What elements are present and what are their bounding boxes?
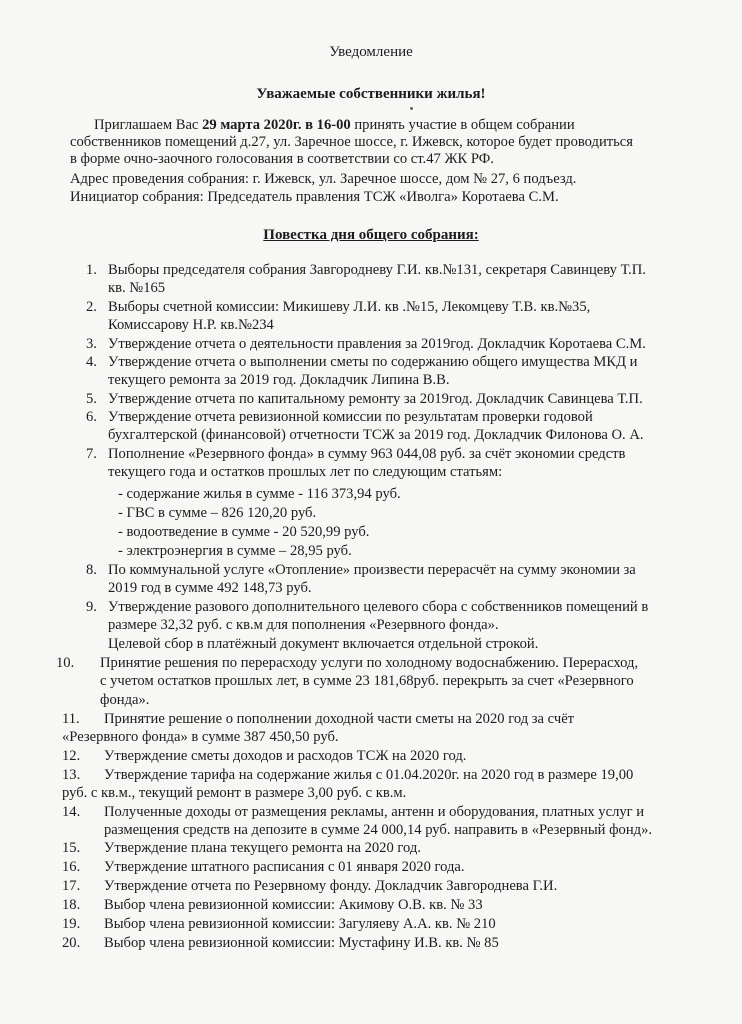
agenda-subitem: - ГВС в сумме – 826 120,20 руб. <box>118 505 317 521</box>
agenda-item-text: По коммунальной услуге «Отопление» произвести перерасчёт на сумму экономии за <box>108 562 636 578</box>
agenda-item-number: 10. <box>56 655 75 671</box>
invite-date: 29 марта 2020г. в 16-00 <box>202 117 351 133</box>
agenda-item-number: 20. <box>62 935 81 951</box>
agenda-item-text: Утверждение сметы доходов и расходов ТСЖ на 2020 год. <box>104 748 467 764</box>
agenda-item-number: 8. <box>86 562 97 578</box>
agenda-item-number: 13. <box>62 767 81 783</box>
agenda-item-text: Утверждение отчета по капитальному ремонту за 2019год. Докладчик Савинцева Т.П. <box>108 391 643 407</box>
agenda-item-text: руб. с кв.м., текущий ремонт в размере 3,00 руб. с кв.м. <box>62 785 407 801</box>
agenda-item-text: кв. №165 <box>108 280 166 296</box>
agenda-item-text: Утверждение отчета о деятельности правления за 2019год. Докладчик Коротаева С.М. <box>108 336 646 352</box>
agenda-item-text: Принятие решение о пополнении доходной части сметы на 2020 год за счёт <box>104 711 575 727</box>
greeting: Уважаемые собственники жилья! <box>256 86 486 102</box>
agenda-item-text: текущего года и остатков прошлых лет по следующим статьям: <box>108 464 503 480</box>
agenda-item-text: Утверждение отчета по Резервному фонду. Докладчик Завгороднева Г.И. <box>104 878 558 894</box>
agenda-item-text: Полученные доходы от размещения рекламы, антенн и оборудования, платных услуг и <box>104 804 645 820</box>
agenda-item-text: Выбор члена ревизионной комиссии: Акимову О.В. кв. № 33 <box>104 897 483 913</box>
meeting-address: Адрес проведения собрания: г. Ижевск, ул. Заречное шоссе, дом № 27, 6 подъезд. <box>70 171 577 187</box>
agenda-item-number: 5. <box>86 391 97 407</box>
agenda-item-text: размере 32,32 руб. с кв.м для пополнения «Резервного фонда». <box>108 617 499 633</box>
agenda-item-text: Утверждение отчета ревизионной комиссии по результатам проверки годовой <box>108 409 593 425</box>
agenda-item-number: 6. <box>86 409 97 425</box>
agenda-item-number: 3. <box>86 336 97 352</box>
agenda-item-text: Утверждение плана текущего ремонта на 2020 год. <box>104 840 421 856</box>
agenda-item-text: Утверждение штатного расписания с 01 января 2020 года. <box>104 859 465 875</box>
agenda-item-number: 9. <box>86 599 97 615</box>
agenda-item-number: 7. <box>86 446 97 462</box>
agenda-item-number: 16. <box>62 859 81 875</box>
agenda-item-number: 11. <box>62 711 80 727</box>
invite-prefix: Приглашаем Вас <box>94 117 203 133</box>
invite-suffix: принять участие в общем собрании <box>350 117 575 133</box>
agenda-item-text: фонда». <box>100 692 150 708</box>
agenda-item-number: 18. <box>62 897 81 913</box>
agenda-item-number: 17. <box>62 878 81 894</box>
agenda-item-text: размещения средств на депозите в сумме 24 000,14 руб. направить в «Резервный фонд». <box>104 822 653 838</box>
agenda-subitem: - содержание жилья в сумме - 116 373,94 руб. <box>118 486 401 502</box>
meeting-initiator: Инициатор собрания: Председатель правления ТСЖ «Иволга» Коротаева С.М. <box>70 189 559 205</box>
agenda-item-text: с учетом остатков прошлых лет, в сумме 23 181,68руб. перекрыть за счет «Резервного <box>100 673 634 689</box>
agenda-item-number: 15. <box>62 840 81 856</box>
agenda-item-text: текущего ремонта за 2019 год. Докладчик Липина В.В. <box>108 372 450 388</box>
agenda-title: Повестка дня общего собрания: <box>263 227 479 243</box>
agenda-item-text: Утверждение разового дополнительного целевого сбора с собственников помещений в <box>108 599 649 615</box>
invite-line-2: собственников помещений д.27, ул. Заречное шоссе, г. Ижевск, которое будет проводиться <box>70 134 633 150</box>
agenda-item-number: 1. <box>86 262 97 278</box>
invite-line-1 <box>94 117 575 134</box>
agenda-item-number: 12. <box>62 748 81 764</box>
agenda-item-number: 14. <box>62 804 81 820</box>
agenda-item-text: Пополнение «Резервного фонда» в сумму 963 044,08 руб. за счёт экономии средств <box>108 446 626 462</box>
agenda-item-text: 2019 год в сумме 492 148,73 руб. <box>108 580 312 596</box>
speck <box>410 107 413 110</box>
agenda-item-text: «Резервного фонда» в сумме 387 450,50 руб. <box>62 729 339 745</box>
agenda-item-text: Утверждение отчета о выполнении сметы по содержанию общего имущества МКД и <box>108 354 638 370</box>
agenda-subitem: - водоотведение в сумме - 20 520,99 руб. <box>118 524 370 540</box>
agenda-item-number: 4. <box>86 354 97 370</box>
agenda-item-text: Принятие решения по перерасходу услуги по холодному водоснабжению. Перерасход, <box>100 655 639 671</box>
agenda-subitem: - электроэнергия в сумме – 28,95 руб. <box>118 543 352 559</box>
agenda-item-text: Выбор члена ревизионной комиссии: Загуляеву А.А. кв. № 210 <box>104 916 496 932</box>
invite-line-3: в форме очно-заочного голосования в соответствии со ст.47 ЖК РФ. <box>70 151 494 167</box>
agenda-item-text: Выборы председателя собрания Завгородневу Г.И. кв.№131, секретаря Савинцеву Т.П. <box>108 262 646 278</box>
agenda-item-text: бухгалтерской (финансовой) отчетности ТСЖ за 2019 год. Докладчик Филонова О. А. <box>108 427 644 443</box>
agenda-item-text: Утверждение тарифа на содержание жилья с 01.04.2020г. на 2020 год в размере 19,00 <box>104 767 634 783</box>
agenda-item-text: Целевой сбор в платёжный документ включается отдельной строкой. <box>108 636 539 652</box>
agenda-item-number: 2. <box>86 299 97 315</box>
agenda-item-text: Комиссарову Н.Р. кв.№234 <box>108 317 274 333</box>
agenda-item-text: Выборы счетной комиссии: Микишеву Л.И. кв .№15, Лекомцеву Т.В. кв.№35, <box>108 299 591 315</box>
notice-title: Уведомление <box>329 44 413 60</box>
agenda-item-number: 19. <box>62 916 81 932</box>
agenda-item-text: Выбор члена ревизионной комиссии: Мустафину И.В. кв. № 85 <box>104 935 499 951</box>
